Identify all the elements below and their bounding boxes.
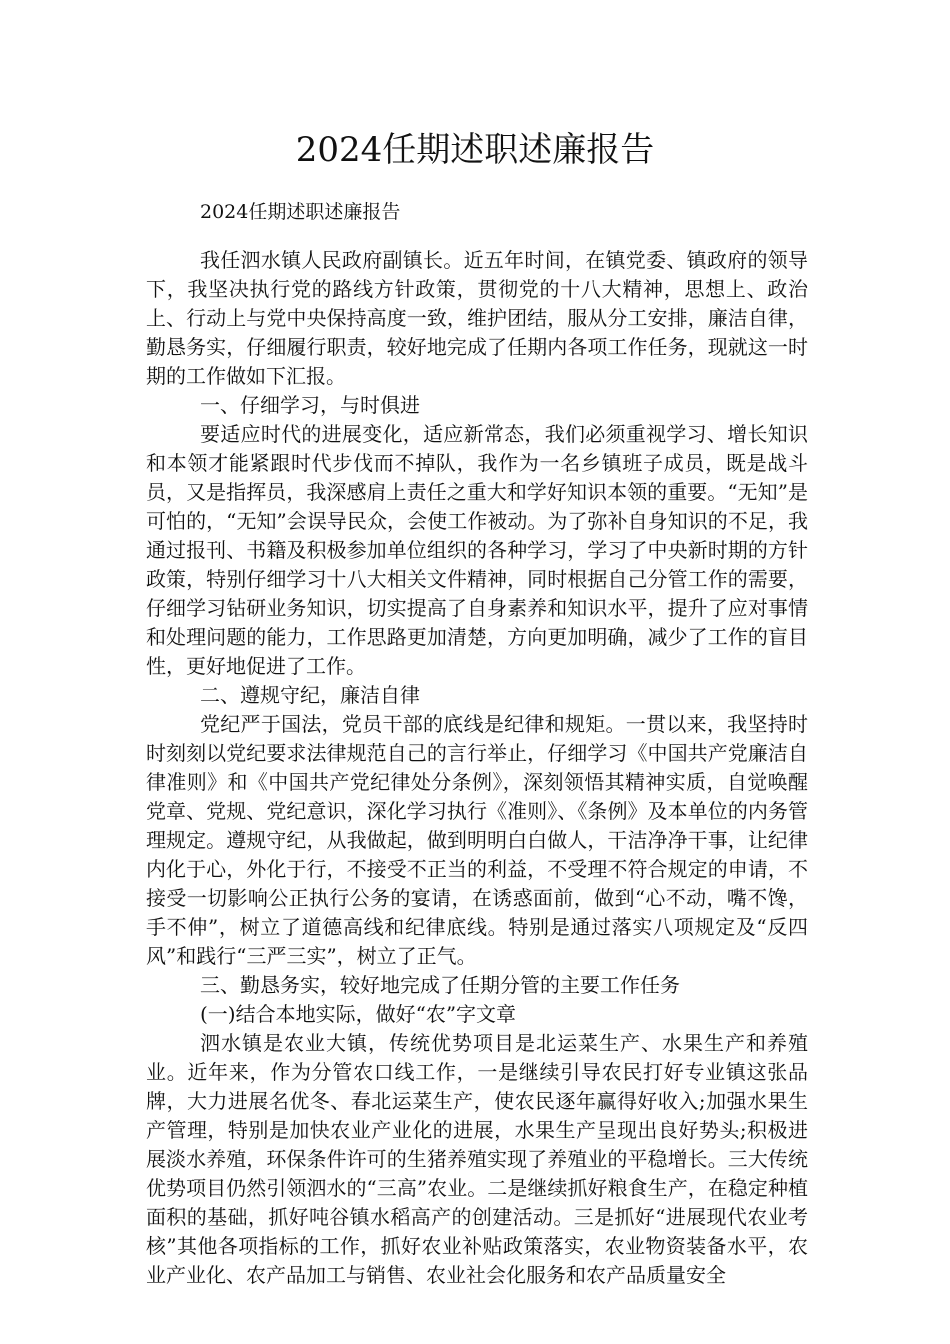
- section-heading-3: 三、勤恳务实，较好地完成了任期分管的主要工作任务: [200, 973, 680, 997]
- document-body: [146, 246, 808, 1290]
- section-heading-2: 二、遵规守纪，廉洁自律: [200, 683, 420, 707]
- subsection-heading-1: (一)结合本地实际，做好“农”字文章: [200, 1002, 517, 1026]
- document-title: 2024任期述职述廉报告: [295, 130, 655, 170]
- paragraph-study: 要适应时代的进展变化，适应新常态，我们必须重视学习、增长知识和本领才能紧跟时代步伐而不掉队，我作为一名乡镇班子成员，既是战斗员，又是指挥员，我深感肩上责任之重大和学好知识本领的重要。“无知”是可怕的，“无知”会误导民众，会使工作被动。为了弥补自身知识的不足，我通过报刊、书籍及积极参加单位组织的各种学习，学习了中央新时期的方针政策，特别仔细学习十八大相关文件精神，同时根据自己分管工作的需要，仔细学习钻研业务知识，切实提高了自身素养和知识水平，提升了应对事情和处理问题的能力，工作思路更加清楚，方向更加明确，减少了工作的盲目性，更好地促进了工作。: [146, 422, 808, 678]
- section-heading-1: 一、仔细学习，与时俱进: [200, 393, 420, 417]
- paragraph-discipline: 党纪严于国法，党员干部的底线是纪律和规矩。一贯以来，我坚持时时刻刻以党纪要求法律规范自己的言行举止，仔细学习《中国共产党廉洁自律准则》和《中国共产党纪律处分条例》，深刻领悟其精神实质，自觉唤醒党章、党规、党纪意识，深化学习执行《准则》、《条例》及本单位的内务管理规定。遵规守纪，从我做起，做到明明白白做人，干洁净净干事，让纪律内化于心，外化于行，不接受不正当的利益，不受理不符合规定的申请，不接受一切影响公正执行公务的宴请，在诱惑面前，做到“心不动，嘴不馋，手不伸”，树立了道德高线和纪律底线。特别是通过落实八项规定及“反四风”和践行“三严三实”，树立了正气。: [146, 712, 808, 968]
- document-subtitle: 2024任期述职述廉报告: [200, 201, 401, 223]
- paragraph-agriculture: 泗水镇是农业大镇，传统优势项目是北运菜生产、水果生产和养殖业。近年来，作为分管农口线工作，一是继续引导农民打好专业镇这张品牌，大力进展名优冬、春北运菜生产，使农民逐年赢得好收入;加强水果生产管理，特别是加快农业产业化的进展，水果生产呈现出良好势头;积极进展淡水养殖，环保条件许可的生猪养殖实现了养殖业的平稳增长。三大传统优势项目仍然引领泗水的“三高”农业。二是继续抓好粮食生产，在稳定种植面积的基础，抓好吨谷镇水稻高产的创建活动。三是抓好“进展现代农业考核”其他各项指标的工作，抓好农业补贴政策落实，农业物资装备水平，农业产业化、农产品加工与销售、农业社会化服务和农产品质量安全: [146, 1031, 808, 1287]
- paragraph-intro: 我任泗水镇人民政府副镇长。近五年时间，在镇党委、镇政府的领导下，我坚决执行党的路线方针政策，贯彻党的十八大精神，思想上、政治上、行动上与党中央保持高度一致，维护团结，服从分工安排，廉洁自律，勤恳务实，仔细履行职责，较好地完成了任期内各项工作任务，现就这一时期的工作做如下汇报。: [146, 248, 808, 388]
